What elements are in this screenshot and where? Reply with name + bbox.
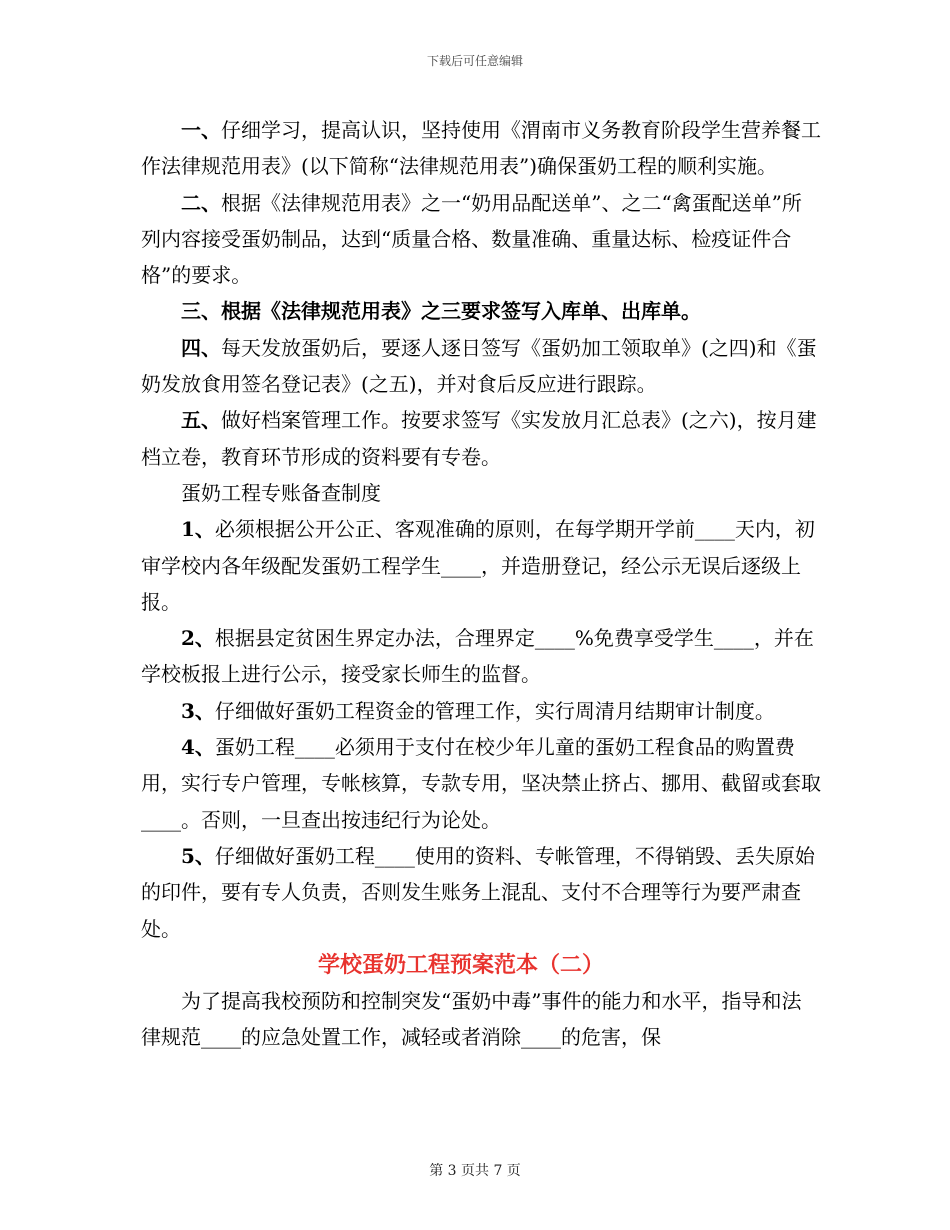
- paragraph-number: 五、: [181, 408, 221, 433]
- item-3: [141, 693, 821, 729]
- paragraph-text: 每天发放蛋奶后，要逐人逐日签写《蛋奶加工领取单》(之四)和《蛋奶发放食用签名登记表》(之五)，并对食后反应进行跟踪。: [141, 335, 817, 397]
- paragraph-number: 四、: [181, 335, 221, 360]
- item-text: 仔细做好蛋奶工程资金的管理工作，实行周清月结期审计制度。: [214, 698, 775, 723]
- item-2: [141, 620, 821, 693]
- paragraph-text: 仔细学习，提高认识，坚持使用《渭南市义务教育阶段学生营养餐工作法律规范用表》(以下简称“法律规范用表”)确保蛋奶工程的顺利实施。: [141, 118, 821, 179]
- item-number: 3、: [181, 698, 215, 723]
- paragraph-text: 做好档案管理工作。按要求签写《实发放月汇总表》(之六)，按月建档立卷，教育环节形成的资料要有专卷。: [141, 408, 817, 469]
- page-footer: 第 3 页共 7 页: [429, 1163, 521, 1179]
- item-number: 2、: [181, 626, 215, 651]
- paragraph-3: [141, 293, 821, 329]
- paragraph-number: 二、: [181, 190, 221, 215]
- item-text: 仔细做好蛋奶工程____使用的资料、专帐管理，不得销毁、丢失原始的印件，要有专人负责，否则发生账务上混乱、支付不合理等行为要严肃查处。: [141, 843, 815, 941]
- paragraph-2: [141, 185, 821, 294]
- paragraph-text: 根据《法律规范用表》之一“奶用品配送单”、之二“禽蛋配送单”所列内容接受蛋奶制品，达到“质量合格、数量准确、重量达标、检疫证件合格”的要求。: [141, 190, 802, 288]
- item-text: 根据县定贫困生界定办法，合理界定____%免费享受学生____，并在学校板报上进行公示，接受家长师生的监督。: [141, 626, 814, 687]
- document-body: [141, 112, 821, 1056]
- paragraph-1: [141, 112, 821, 185]
- item-4: [141, 729, 821, 838]
- paragraph-5: [141, 402, 821, 475]
- item-number: 1、: [181, 517, 215, 542]
- page-header: 下载后可任意编辑: [426, 54, 523, 68]
- item-5: [141, 838, 821, 947]
- system-title: 蛋奶工程专账备查制度: [181, 480, 381, 505]
- item-text: 蛋奶工程____必须用于支付在校少年儿童的蛋奶工程食品的购置费用，实行专户管理，专帐核算，专款专用，坚决禁止挤占、挪用、截留或套取____。否则，一旦查出按违纪行为论处。: [141, 735, 821, 832]
- section-heading: 学校蛋奶工程预案范本（二）: [317, 951, 604, 978]
- final-paragraph: 为了提高我校预防和控制突发“蛋奶中毒”事件的能力和水平，指导和法律规范____的应急处置工作，减轻或者消除____的危害，保: [141, 989, 802, 1050]
- paragraph-4: [141, 330, 821, 403]
- paragraph-number: 一、: [181, 118, 221, 142]
- paragraph-number: 三、: [181, 299, 221, 324]
- item-1: [141, 511, 821, 620]
- item-number: 5、: [181, 843, 215, 868]
- paragraph-text: 根据《法律规范用表》之三要求签写入库单、出库单。: [221, 299, 701, 324]
- item-text: 必须根据公开公正、客观准确的原则，在每学期开学前____天内，初审学校内各年级配发蛋奶工程学生____，并造册登记，经公示无误后逐级上报。: [141, 517, 815, 614]
- item-number: 4、: [181, 735, 215, 760]
